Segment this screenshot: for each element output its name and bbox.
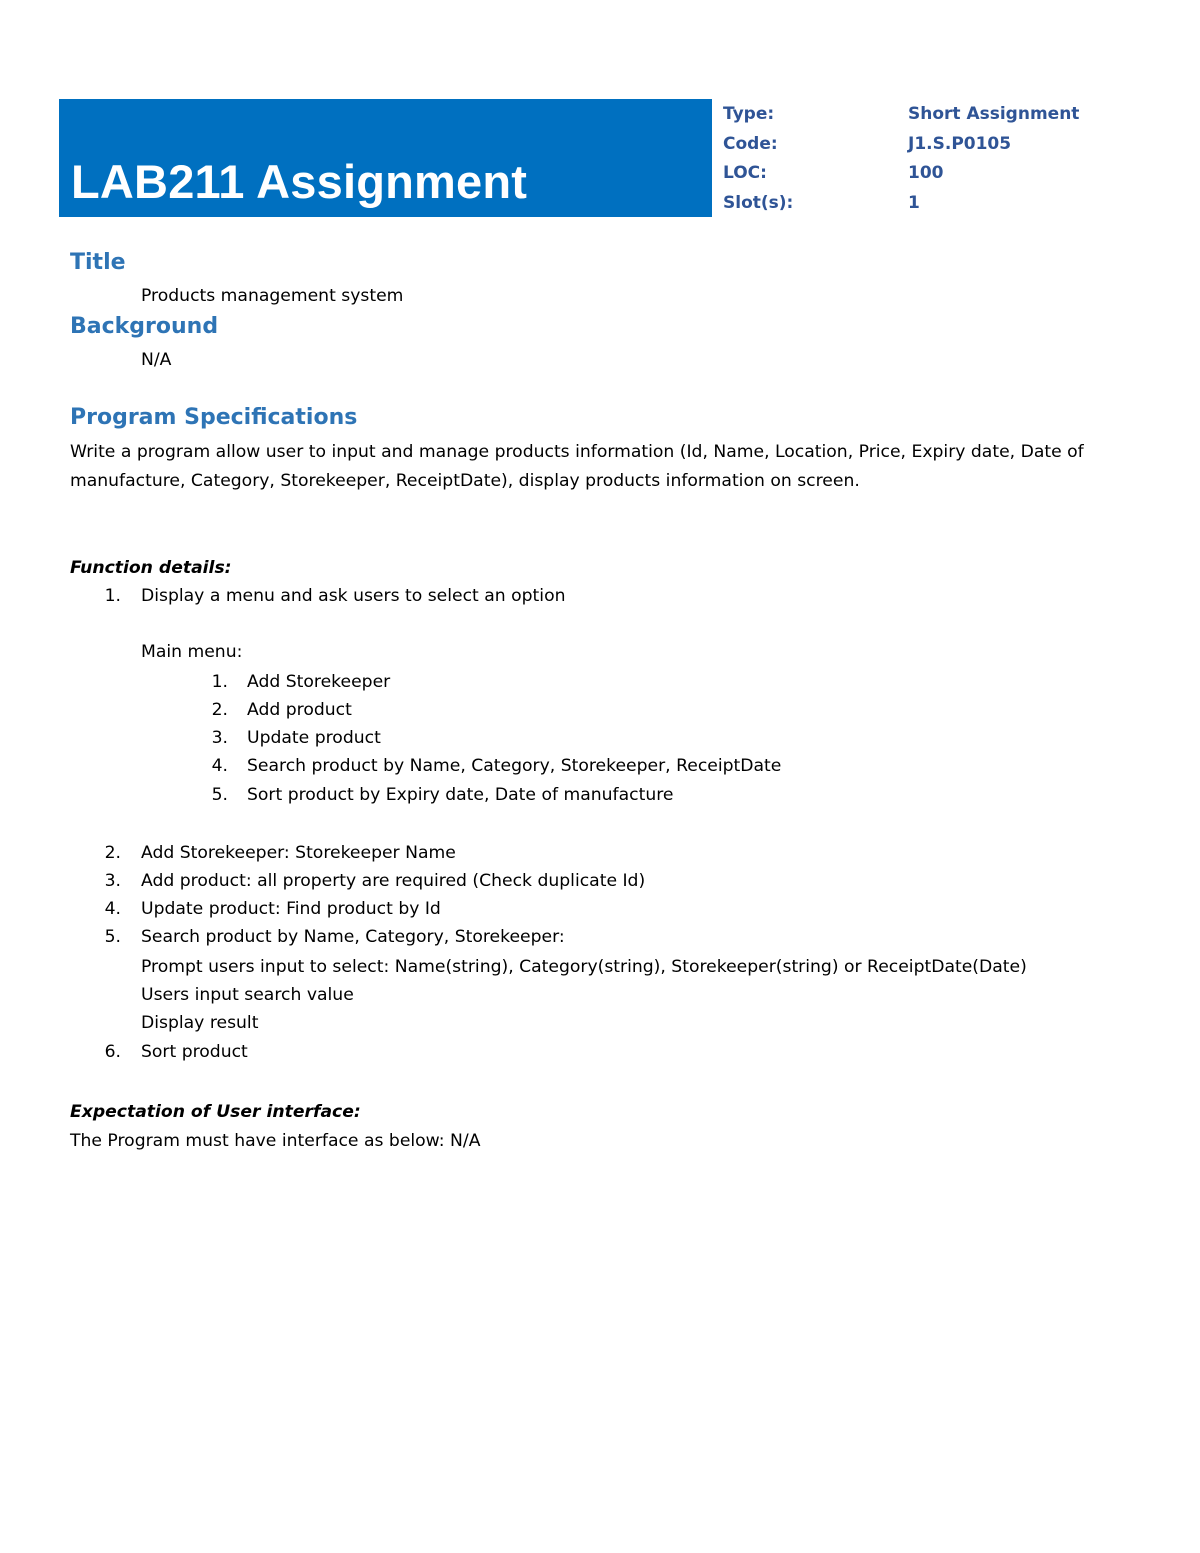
ui-expectation-heading: Expectation of User interface: — [70, 1102, 361, 1122]
list-number: 3. — [104, 871, 121, 891]
spec-paragraph-line: Write a program allow user to input and manage products information (Id, Name, Location, Price, Expiry date, Date of — [70, 442, 1084, 462]
ui-expectation-text: The Program must have interface as below: N/A — [70, 1131, 481, 1151]
menu-number: 4. — [211, 756, 228, 776]
list-item: Display a menu and ask users to select an option — [141, 586, 566, 606]
list-number: 2. — [104, 843, 121, 863]
meta-value: 100 — [908, 163, 944, 184]
title-heading: Title — [70, 250, 126, 275]
menu-item: Add Storekeeper — [247, 672, 391, 692]
list-item: Add Storekeeper: Storekeeper Name — [141, 843, 456, 863]
menu-item: Sort product by Expiry date, Date of manufacture — [247, 785, 674, 805]
background-heading: Background — [70, 314, 219, 339]
menu-item: Add product — [247, 700, 352, 720]
menu-item: Update product — [247, 728, 381, 748]
spec-paragraph-line: manufacture, Category, Storekeeper, ReceiptDate), display products information on screen. — [70, 471, 860, 491]
meta-label: Type: — [723, 104, 775, 124]
main-menu-label: Main menu: — [141, 642, 243, 662]
list-item: Update product: Find product by Id — [141, 899, 441, 919]
meta-label: LOC: — [723, 163, 767, 184]
meta-row-loc — [723, 163, 1183, 193]
assignment-meta — [723, 104, 1183, 223]
list-number: 1. — [104, 586, 121, 606]
search-sub-line: Prompt users input to select: Name(string), Category(string), Storekeeper(string) or ReceiptDate(Date) — [141, 957, 1027, 977]
title-text: Products management system — [141, 286, 404, 306]
meta-label: Slot(s): — [723, 193, 794, 214]
meta-row-type — [723, 104, 1183, 134]
search-sub-line: Users input search value — [141, 985, 354, 1005]
list-number: 6. — [104, 1042, 121, 1062]
meta-label: Code: — [723, 133, 778, 154]
meta-row-slots — [723, 193, 1183, 223]
background-text: N/A — [141, 350, 172, 370]
meta-value: J1.S.P0105 — [908, 133, 1012, 154]
list-item: Add product: all property are required (Check duplicate Id) — [141, 871, 646, 891]
meta-row-code — [723, 134, 1183, 164]
list-item: Sort product — [141, 1042, 248, 1062]
search-sub-line: Display result — [141, 1013, 259, 1033]
menu-number: 2. — [211, 700, 228, 720]
list-number: 5. — [104, 927, 121, 947]
document-title: LAB211 Assignment — [71, 155, 528, 208]
menu-number: 5. — [211, 785, 228, 805]
meta-value: 1 — [908, 193, 920, 214]
menu-number: 1. — [211, 672, 228, 692]
spec-heading: Program Specifications — [70, 405, 358, 430]
list-number: 4. — [104, 899, 121, 919]
function-details-heading: Function details: — [70, 558, 232, 578]
list-item: Search product by Name, Category, Storekeeper: — [141, 927, 565, 947]
menu-number: 3. — [211, 728, 228, 748]
menu-item: Search product by Name, Category, Storekeeper, ReceiptDate — [247, 756, 782, 776]
meta-value: Short Assignment — [908, 104, 1080, 124]
title-banner — [59, 99, 712, 217]
